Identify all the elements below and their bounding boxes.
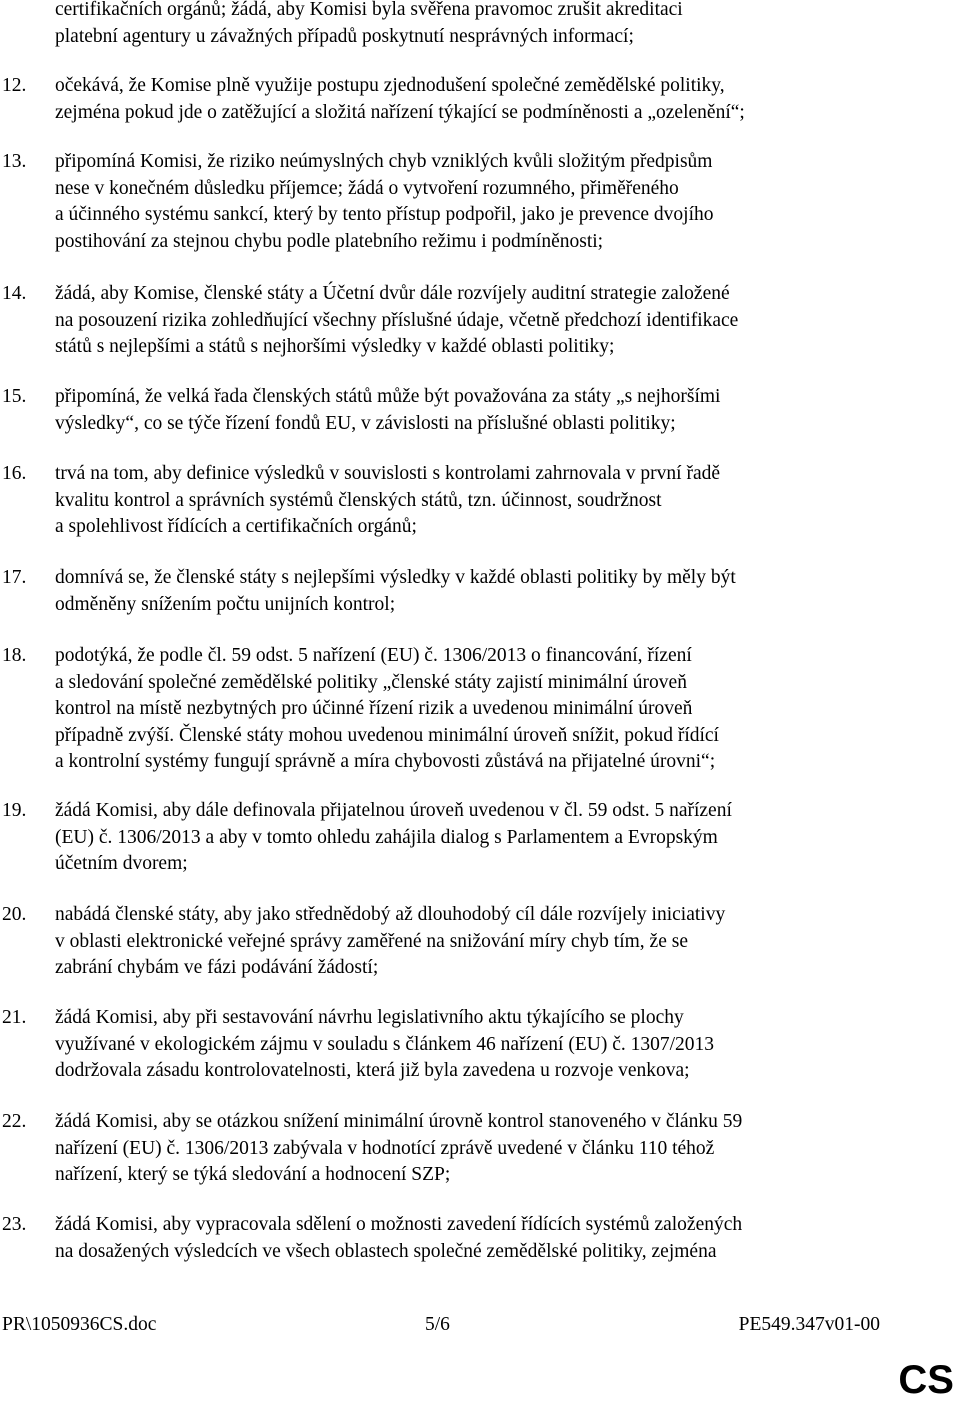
paragraph-text: připomíná Komisi, že riziko neúmyslných chyb vzniklých kvůli složitým předpisům nese v konečném důsledku příjemce; žádá o vytvoření rozumného, přiměřeného a účinného systému sankcí, který by tento přístup podpořil, jako je prevence dvojího postihování za stejnou chybu podle platebního režimu i podmíněnosti; <box>55 151 714 252</box>
paragraph-text: žádá Komisi, aby se otázkou snížení minimální úrovně kontrol stanoveného v článku 59 nařízení (EU) č. 1306/2013 zabývala v hodnotící zprávě uvedené v článku 110 téhož nařízení, který se týká sledování a hodnocení SZP; <box>55 1111 743 1185</box>
language-code: CS <box>898 1358 954 1402</box>
paragraph-15 <box>0 384 960 437</box>
paragraph-continuation <box>0 0 960 50</box>
paragraph-20 <box>0 902 960 982</box>
paragraph-23 <box>0 1212 960 1265</box>
paragraph-text: žádá Komisi, aby vypracovala sdělení o možnosti zavedení řídících systémů založených na dosažených výsledcích ve všech oblastech společné zemědělské politiky, zejména <box>55 1214 743 1262</box>
paragraph-text: očekává, že Komise plně využije postupu zjednodušení společné zemědělské politiky, zejména pokud jde o zatěžující a složitá nařízení týkající se podmíněnosti a „ozelenění“; <box>55 75 745 123</box>
paragraph-text: žádá Komisi, aby při sestavování návrhu legislativního aktu týkajícího se plochy využívané v ekologickém zájmu v souladu s článkem 46 nařízení (EU) č. 1307/2013 dodržovala zásadu kontrolovatelnosti, která již byla zavedena u rozvoje venkova; <box>55 1007 715 1081</box>
paragraph-number: 23. <box>2 1214 27 1235</box>
paragraph-text: žádá Komisi, aby dále definovala přijatelnou úroveň uvedenou v čl. 59 odst. 5 nařízení (EU) č. 1306/2013 a aby v tomto ohledu zahájila dialog s Parlamentem a Evropským účetním dvorem; <box>55 800 732 874</box>
paragraph-12 <box>0 73 960 126</box>
paragraph-22 <box>0 1109 960 1189</box>
paragraph-number: 20. <box>2 904 27 925</box>
paragraph-18 <box>0 643 960 776</box>
paragraph-17 <box>0 565 960 618</box>
paragraph-text: žádá, aby Komise, členské státy a Účetní dvůr dále rozvíjely auditní strategie založené na posouzení rizika zohledňující všechny příslušné údaje, včetně předchozí identifikace států s nejlepšími a států s nejhoršími výsledky v každé oblasti politiky; <box>55 283 739 357</box>
paragraph-number <box>0 0 55 50</box>
paragraph-text: připomíná, že velká řada členských států může být považována za státy „s nejhoršími výsledky“, co se týče řízení fondů EU, v závislosti na příslušné oblasti politiky; <box>55 386 721 434</box>
paragraph-text: certifikačních orgánů; žádá, aby Komisi byla svěřena pravomoc zrušit akreditaci platební agentury u závažných případů poskytnutí nesprávných informací; <box>55 0 683 47</box>
paragraph-number: 17. <box>2 567 27 588</box>
paragraph-21 <box>0 1005 960 1085</box>
paragraph-13 <box>0 149 960 255</box>
page-footer <box>0 1310 960 1340</box>
paragraph-19 <box>0 798 960 878</box>
paragraph-text: podotýká, že podle čl. 59 odst. 5 nařízení (EU) č. 1306/2013 o financování, řízení a sledování společné zemědělské politiky „členské státy zajistí minimální úroveň kontrol na místě nezbytných pro účinné řízení rizik a uvedenou minimální úroveň případně zvýší. Členské státy mohou uvedenou minimální úroveň snížit, pokud řídící a kontrolní systémy fungují správně a míra chybovosti zůstává na přijatelné úrovni“; <box>55 645 719 772</box>
page-number: 5/6 <box>425 1314 450 1335</box>
paragraph-number: 19. <box>2 800 27 821</box>
document-reference: PR\1050936CS.doc <box>2 1314 157 1335</box>
paragraph-number: 13. <box>2 151 27 172</box>
paragraph-number: 22. <box>2 1111 27 1132</box>
paragraph-text: domnívá se, že členské státy s nejlepšími výsledky v každé oblasti politiky by měly být odměněny snížením počtu unijních kontrol; <box>55 567 736 615</box>
paragraph-number: 14. <box>2 283 27 304</box>
paragraph-text: nabádá členské státy, aby jako střednědobý až dlouhodobý cíl dále rozvíjely iniciativy v oblasti elektronické veřejné správy zaměřené na snižování míry chyb tím, že se zabrání chybám ve fázi podávání žádostí; <box>55 904 726 978</box>
paragraph-16 <box>0 461 960 541</box>
paragraph-text: trvá na tom, aby definice výsledků v souvislosti s kontrolami zahrnovala v první řadě kvalitu kontrol a správních systémů členských států, tzn. účinnost, soudržnost a spolehlivost řídících a certifikačních orgánů; <box>55 463 721 537</box>
paragraph-number: 12. <box>2 75 27 96</box>
paragraph-number: 16. <box>2 463 27 484</box>
paragraph-number: 15. <box>2 386 27 407</box>
document-code: PE549.347v01-00 <box>738 1314 880 1335</box>
paragraph-number: 21. <box>2 1007 27 1028</box>
paragraph-14 <box>0 281 960 361</box>
paragraph-number: 18. <box>2 645 27 666</box>
